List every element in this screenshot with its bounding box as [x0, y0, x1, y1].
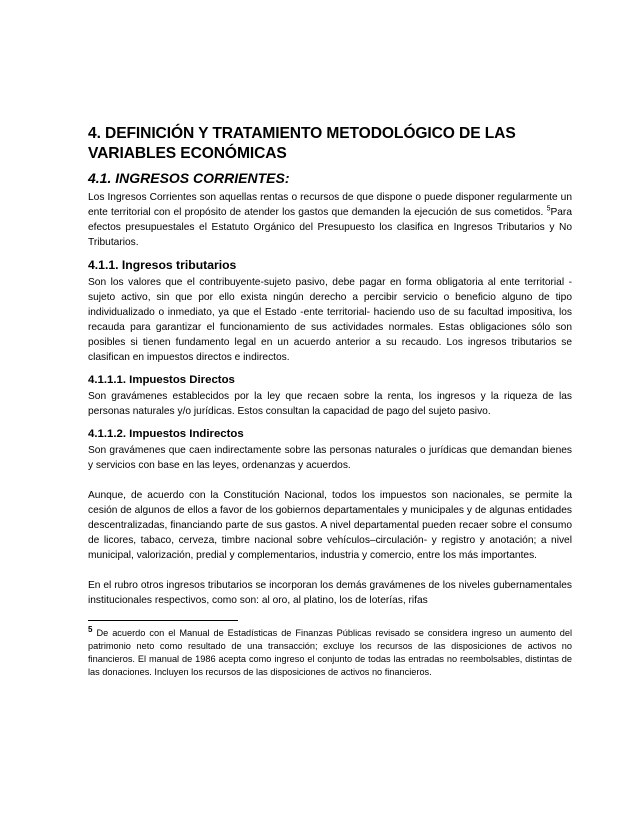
page-title [88, 124, 572, 164]
footnote [88, 624, 572, 679]
footnote-separator [88, 620, 238, 621]
footnote-reference[interactable]: 5 [546, 205, 551, 213]
document-page [88, 124, 572, 679]
section-heading-ingresos-corrientes: 4.1. INGRESOS CORRIENTES: [88, 170, 290, 186]
paragraph-ingresos-corrientes-part-1: Los Ingresos Corrientes son aquellas rentas o recursos de que dispone o puede disponer regularmente un ente territorial con el propósito de atender los gastos que demanden la ejecución de sus cometidos. [88, 192, 572, 218]
paragraph-ingresos-corrientes [88, 190, 572, 250]
section-heading-impuestos-indirectos: 4.1.1.2. Impuestos Indirectos [88, 428, 244, 440]
footnote-mark: 5 [88, 624, 93, 634]
paragraph-impuestos-directos: Son gravámenes establecidos por la ley que recaen sobre la renta, los ingresos y la riqueza de las personas naturales y/o jurídicas. Estos consultan la capacidad de pago del sujeto pasivo. [88, 391, 572, 417]
section-heading-ingresos-tributarios: 4.1.1. Ingresos tributarios [88, 258, 237, 272]
page-title-line-1: 4. DEFINICIÓN Y TRATAMIENTO METODOLÓGICO DE LAS [88, 125, 516, 142]
section-heading-impuestos-directos: 4.1.1.1. Impuestos Directos [88, 374, 235, 386]
page-title-line-2: VARIABLES ECONÓMICAS [88, 145, 287, 162]
paragraph-otros-ingresos: En el rubro otros ingresos tributarios se incorporan los demás gravámenes de los niveles gubernamentales institucionales respectivos, como son: al oro, al platino, los de loterías, rifas [88, 580, 572, 606]
paragraph-ingresos-tributarios: Son los valores que el contribuyente-sujeto pasivo, debe pagar en forma obligatoria al ente territorial -sujeto activo, sin que por ello exista ningún derecho a percibir servicio o beneficio alguno de tipo individualizado o inmediato, ya que el Estado -ente territorial- haciendo uso de su facultad impositiva, los recauda para garantizar el funcionamiento de sus actividades normales. Estas obligaciones sólo son posibles si tienen fundamento legal en un acuerdo anterior a su recaudo. Los ingresos tributarios se clasifican en impuestos directos e indirectos. [88, 277, 572, 363]
paragraph-impuestos-indirectos: Son gravámenes que caen indirectamente sobre las personas naturales o jurídicas que demandan bienes y servicios con base en las leyes, ordenanzas y acuerdos. [88, 445, 572, 471]
paragraph-ingresos-corrientes-part-2: Para efectos presupuestales el Estatuto Orgánico del Presupuesto los clasifica en Ingresos Tributarios y No Tributarios. [88, 207, 572, 248]
paragraph-constitucion: Aunque, de acuerdo con la Constitución Nacional, todos los impuestos son nacionales, se permite la cesión de algunos de ellos a favor de los gobiernos departamentales y municipales y de algunas entidades descentralizadas, financiando parte de sus gastos. A nivel departamental pueden recaer sobre el consumo de licores, tabaco, cerveza, timbre nacional sobre vehículos–circulación- y registro y anotación; a nivel municipal, valorización, predial y complementarios, industria y comercio, entre los más importantes. [88, 490, 572, 561]
footnote-text: De acuerdo con el Manual de Estadísticas de Finanzas Públicas revisado se considera ingreso un aumento del patrimonio neto como resultado de una transacción; excluye los recursos de las disposiciones de activos no financieros. El manual de 1986 acepta como ingreso el conjunto de todas las entradas no reembolsables, distintas de las donaciones. Incluyen los recursos de las disposiciones de activos no financieros. [88, 628, 572, 677]
